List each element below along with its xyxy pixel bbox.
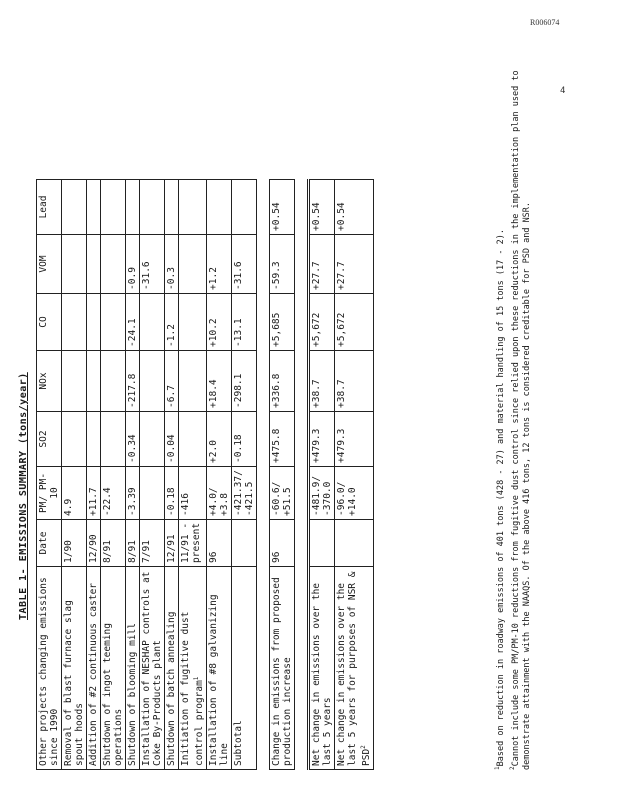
vom-cell bbox=[179, 234, 207, 293]
footnote-marker: 1 bbox=[494, 766, 501, 770]
date-cell: 1/90 bbox=[62, 519, 87, 566]
vom-cell: -0.3 bbox=[165, 234, 179, 293]
page-number: 4 bbox=[560, 86, 566, 96]
lead-cell bbox=[140, 179, 165, 234]
vom-cell bbox=[87, 234, 101, 293]
date-cell bbox=[232, 519, 257, 566]
pm-cell: 4.9 bbox=[62, 466, 87, 519]
header-cell: CO bbox=[37, 293, 62, 350]
date-cell: 96 bbox=[207, 519, 232, 566]
so2-cell bbox=[62, 411, 87, 466]
lead-cell bbox=[62, 179, 87, 234]
nox-cell: +18.4 bbox=[207, 350, 232, 411]
nox-cell: +38.7 bbox=[335, 350, 374, 411]
pm-cell bbox=[140, 466, 165, 519]
vom-cell: -0.9 bbox=[126, 234, 140, 293]
co-cell bbox=[101, 293, 126, 350]
lead-cell bbox=[232, 179, 257, 234]
lead-cell bbox=[101, 179, 126, 234]
pm-cell: +4.0/ +3.8 bbox=[207, 466, 232, 519]
nox-cell bbox=[101, 350, 126, 411]
header-cell: PM/ PM-10 bbox=[37, 466, 62, 519]
footnotes bbox=[492, 70, 533, 770]
footnote-text: Based on reduction in roadway emissions of 401 tons (428 - 27) and material handling of 15 tons (17 - 2). bbox=[495, 229, 506, 767]
header-cell: Lead bbox=[37, 179, 62, 234]
project-cell: Installation of #8 galvanizing line bbox=[207, 567, 232, 770]
header-cell: VOM bbox=[37, 234, 62, 293]
footnote-marker: 2 bbox=[360, 745, 368, 749]
table-row bbox=[179, 179, 207, 769]
nox-cell: +38.7 bbox=[309, 350, 335, 411]
vom-cell bbox=[101, 234, 126, 293]
so2-cell: +479.3 bbox=[309, 411, 335, 466]
date-cell: 8/91 bbox=[101, 519, 126, 566]
so2-cell bbox=[140, 411, 165, 466]
header-row bbox=[37, 179, 62, 769]
so2-cell: -0.18 bbox=[232, 411, 257, 466]
so2-cell: +2.0 bbox=[207, 411, 232, 466]
so2-cell: -0.34 bbox=[126, 411, 140, 466]
co-cell: -24.1 bbox=[126, 293, 140, 350]
lead-cell: +0.54 bbox=[270, 179, 295, 234]
date-cell: 96 bbox=[270, 519, 295, 566]
table-row bbox=[207, 179, 232, 769]
net-change-nsr-row bbox=[335, 179, 374, 769]
so2-cell: +479.3 bbox=[335, 411, 374, 466]
project-cell: Shutdown of batch annealing bbox=[165, 567, 179, 770]
date-cell bbox=[335, 519, 374, 566]
date-cell: 12/90 bbox=[87, 519, 101, 566]
so2-cell bbox=[179, 411, 207, 466]
header-cell: SO2 bbox=[37, 411, 62, 466]
header-cell: Date bbox=[37, 519, 62, 566]
so2-cell bbox=[101, 411, 126, 466]
lead-cell: +0.54 bbox=[335, 179, 374, 234]
project-cell: Change in emissions from proposed production increase bbox=[270, 567, 295, 770]
nox-cell bbox=[62, 350, 87, 411]
rotated-page bbox=[18, 70, 588, 770]
nox-cell bbox=[87, 350, 101, 411]
document-id: R006074 bbox=[530, 18, 560, 27]
vom-cell: +27.7 bbox=[309, 234, 335, 293]
table-row bbox=[62, 179, 87, 769]
pm-cell: -22.4 bbox=[101, 466, 126, 519]
pm-cell: -416 bbox=[179, 466, 207, 519]
co-cell: +5,672 bbox=[335, 293, 374, 350]
spacer-row bbox=[295, 179, 309, 769]
emissions-table bbox=[36, 179, 374, 770]
vom-cell: -31.6 bbox=[140, 234, 165, 293]
project-cell: Installation of NESHAP controls at Coke By-Products plant bbox=[140, 567, 165, 770]
lead-cell bbox=[179, 179, 207, 234]
lead-cell: +0.54 bbox=[309, 179, 335, 234]
table-row bbox=[140, 179, 165, 769]
nox-cell: +336.8 bbox=[270, 350, 295, 411]
co-cell: -13.1 bbox=[232, 293, 257, 350]
project-cell bbox=[335, 567, 374, 770]
co-cell bbox=[62, 293, 87, 350]
spacer-row bbox=[257, 179, 270, 769]
vom-cell: +27.7 bbox=[335, 234, 374, 293]
pm-cell: +11.7 bbox=[87, 466, 101, 519]
co-cell: -1.2 bbox=[165, 293, 179, 350]
project-cell bbox=[179, 567, 207, 770]
co-cell bbox=[87, 293, 101, 350]
co-cell: +5,672 bbox=[309, 293, 335, 350]
date-cell: 7/91 bbox=[140, 519, 165, 566]
nox-cell bbox=[179, 350, 207, 411]
table-row bbox=[126, 179, 140, 769]
header-cell: NOx bbox=[37, 350, 62, 411]
date-cell: 8/91 bbox=[126, 519, 140, 566]
vom-cell: +1.2 bbox=[207, 234, 232, 293]
pm-cell: -96.0/ +14.0 bbox=[335, 466, 374, 519]
project-label: Initiation of fugitive dust control program bbox=[180, 611, 206, 766]
table-title: TABLE 1- EMISSIONS SUMMARY (tons/year) bbox=[18, 372, 29, 620]
change-row bbox=[270, 179, 295, 769]
project-label: Net change in emissions over the last 5 years for purposes of NSR & PSD bbox=[336, 571, 373, 766]
project-cell: Shutdown of ingot teeming operations bbox=[101, 567, 126, 770]
date-cell: 12/91 bbox=[165, 519, 179, 566]
footnote-marker: 2 bbox=[508, 766, 516, 770]
co-cell bbox=[140, 293, 165, 350]
table-row bbox=[101, 179, 126, 769]
project-cell: Net change in emissions over the last 5 years bbox=[309, 567, 335, 770]
pm-cell: -3.39 bbox=[126, 466, 140, 519]
header-cell: Other projects changing emissions since 1990 bbox=[37, 567, 62, 770]
project-cell: Addition of #2 continuous caster bbox=[87, 567, 101, 770]
project-cell: Shutdown of blooming mill bbox=[126, 567, 140, 770]
pm-cell: -0.18 bbox=[165, 466, 179, 519]
date-cell bbox=[309, 519, 335, 566]
vom-cell: -59.3 bbox=[270, 234, 295, 293]
lead-cell bbox=[87, 179, 101, 234]
net-change-row bbox=[309, 179, 335, 769]
footnote bbox=[492, 70, 507, 770]
footnote-marker: 1 bbox=[193, 676, 200, 681]
so2-cell: -0.04 bbox=[165, 411, 179, 466]
footnote-text: Cannot include some PM/PM-10 reductions from fugitive dust control since relied upon these reductions in the implementation plan used to demonstrate attainment with the NAAQS. Of the above 416 tons, 12 tons is considered creditable for PSD and NSR. bbox=[510, 70, 532, 770]
project-cell: Subtotal bbox=[232, 567, 257, 770]
co-cell bbox=[179, 293, 207, 350]
co-cell: +5,685 bbox=[270, 293, 295, 350]
lead-cell bbox=[165, 179, 179, 234]
nox-cell: -6.7 bbox=[165, 350, 179, 411]
nox-cell bbox=[140, 350, 165, 411]
footnote bbox=[507, 70, 533, 770]
lead-cell bbox=[126, 179, 140, 234]
pm-cell: -481.9/ -370.0 bbox=[309, 466, 335, 519]
vom-cell: -31.6 bbox=[232, 234, 257, 293]
lead-cell bbox=[207, 179, 232, 234]
nox-cell: -217.8 bbox=[126, 350, 140, 411]
so2-cell: +475.8 bbox=[270, 411, 295, 466]
vom-cell bbox=[62, 234, 87, 293]
table-row bbox=[165, 179, 179, 769]
project-cell: Removal of blast furnace slag spout hoods bbox=[62, 567, 87, 770]
nox-cell: -298.1 bbox=[232, 350, 257, 411]
pm-cell: -421.37/ -421.5 bbox=[232, 466, 257, 519]
pm-cell: -60.6/ +51.5 bbox=[270, 466, 295, 519]
co-cell: +10.2 bbox=[207, 293, 232, 350]
date-cell: 11/91 - present bbox=[179, 519, 207, 566]
table-row bbox=[87, 179, 101, 769]
subtotal-row bbox=[232, 179, 257, 769]
so2-cell bbox=[87, 411, 101, 466]
